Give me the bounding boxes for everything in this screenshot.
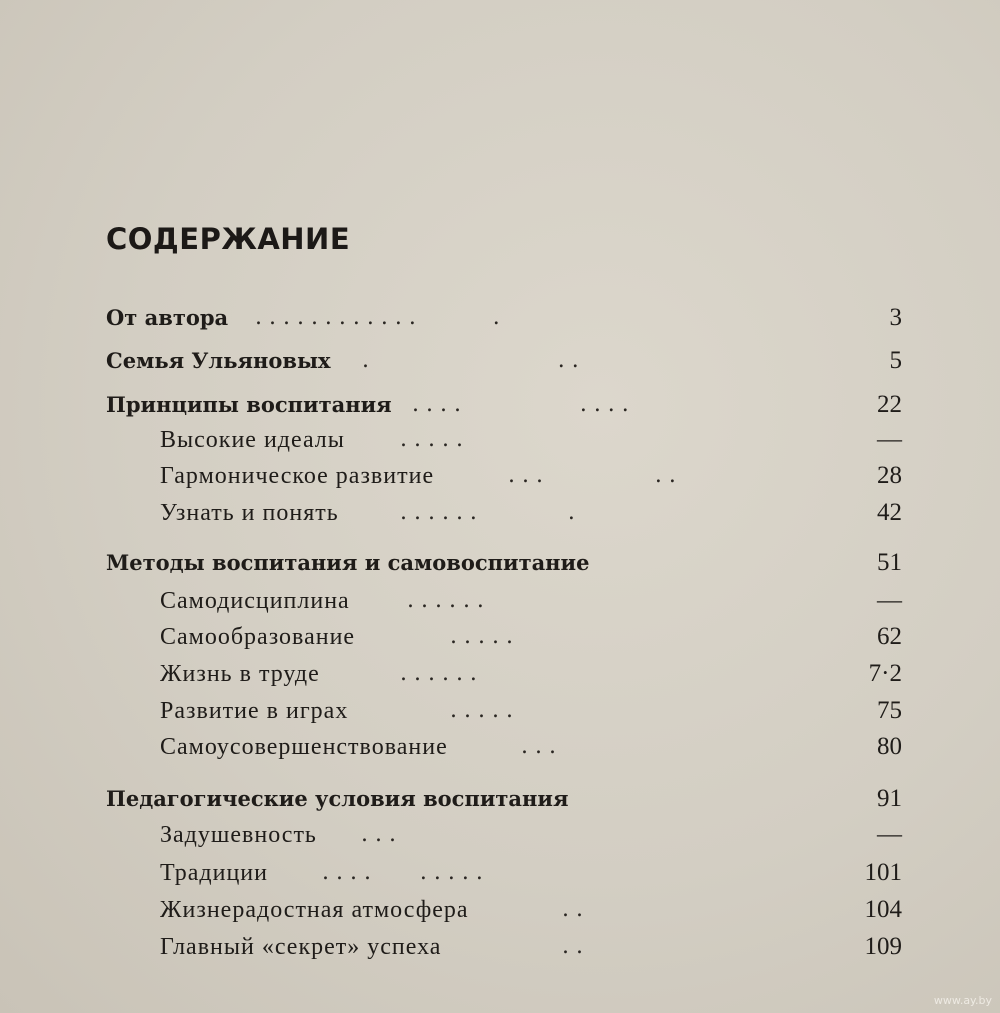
toc-entry (0, 930, 1000, 964)
toc-entry-leader: . . . . . . (400, 661, 477, 686)
toc-entry (0, 388, 1000, 422)
toc-entry-page: 28 (877, 462, 902, 489)
toc-entry-title: Самоусовершенствование (160, 734, 448, 760)
toc-entry-title: Гармоническое развитие (160, 463, 435, 489)
toc-entry-title: Главный «секрет» успеха (160, 934, 442, 960)
toc-entry-title: Самообразование (160, 624, 356, 650)
toc-entry-leader: . . . . . . . . (412, 392, 629, 417)
toc-entry (0, 730, 1000, 764)
toc-entry (0, 856, 1000, 890)
toc-entry-leader: . . . (521, 734, 556, 759)
toc-entry-leader: . . . . . (450, 624, 513, 649)
toc-entry-title: Педагогические условия воспитания (106, 786, 569, 811)
toc-entry-page: 22 (877, 391, 902, 418)
toc-entry-page: 3 (889, 304, 902, 331)
toc-entry-leader: . . (562, 897, 583, 922)
toc-entry-page: 80 (877, 733, 902, 760)
toc-entry-page: — (877, 821, 902, 848)
toc-entry (0, 694, 1000, 728)
toc-entry-title: Высокие идеалы (160, 427, 345, 453)
toc-entry-page: 104 (864, 896, 902, 923)
toc-entry-page: 62 (877, 623, 902, 650)
toc-entry (0, 546, 1000, 580)
toc-entry-leader: . . (562, 934, 583, 959)
toc-entry-title: Традиции (160, 860, 268, 886)
toc-entry-page: 109 (864, 933, 902, 960)
toc-entry-page: 51 (877, 549, 902, 576)
toc-entry-leader: . . . . . . . . . . . . . (255, 305, 500, 330)
toc-entry-leader: . . . . . (400, 427, 463, 452)
toc-entry-page: 42 (877, 499, 902, 526)
toc-entry-title: Самодисциплина (160, 588, 350, 614)
toc-entry-page: 7·2 (868, 660, 902, 687)
toc-entry (0, 620, 1000, 654)
toc-entry-title: Принципы воспитания (106, 392, 392, 417)
toc-entry-leader: . . . (362, 348, 579, 373)
toc-entry (0, 423, 1000, 457)
toc-entry-title: Жизнерадостная атмосфера (160, 897, 469, 923)
toc-entry-title: Узнать и понять (160, 500, 339, 526)
toc-entry (0, 496, 1000, 530)
toc-entry (0, 782, 1000, 816)
toc-entry (0, 818, 1000, 852)
toc-entry-leader: . . . . . (450, 698, 513, 723)
toc-title: СОДЕРЖАНИЕ (106, 222, 351, 256)
watermark: www.ay.by (933, 994, 992, 1007)
toc-entry-leader: . . . . . . (407, 588, 484, 613)
toc-entry-page: 91 (877, 785, 902, 812)
toc-entry (0, 584, 1000, 618)
toc-entry-leader: . . . (361, 822, 396, 847)
toc-entry-leader: . . . . . . . (400, 500, 575, 525)
toc-entry-page: 75 (877, 697, 902, 724)
toc-entry-page: 101 (864, 859, 902, 886)
toc-entry (0, 344, 1000, 378)
toc-entry-page: — (877, 426, 902, 453)
toc-entry-leader: . . . . . (508, 463, 676, 488)
toc-entry (0, 301, 1000, 335)
toc-entry (0, 657, 1000, 691)
toc-entry (0, 459, 1000, 493)
toc-entry-page: 5 (889, 347, 902, 374)
toc-entry-page: — (877, 587, 902, 614)
toc-entry-title: Жизнь в труде (160, 661, 320, 687)
toc-entry-leader: . . . . . . . . . (322, 860, 483, 885)
toc-entry (0, 893, 1000, 927)
toc-entry-title: Семья Ульяновых (106, 348, 331, 373)
toc-entry-title: Развитие в играх (160, 698, 349, 724)
toc-entry-title: От автора (106, 305, 229, 330)
toc-entry-title: Задушевность (160, 822, 317, 848)
toc-entry-title: Методы воспитания и самовоспитание (106, 550, 590, 575)
